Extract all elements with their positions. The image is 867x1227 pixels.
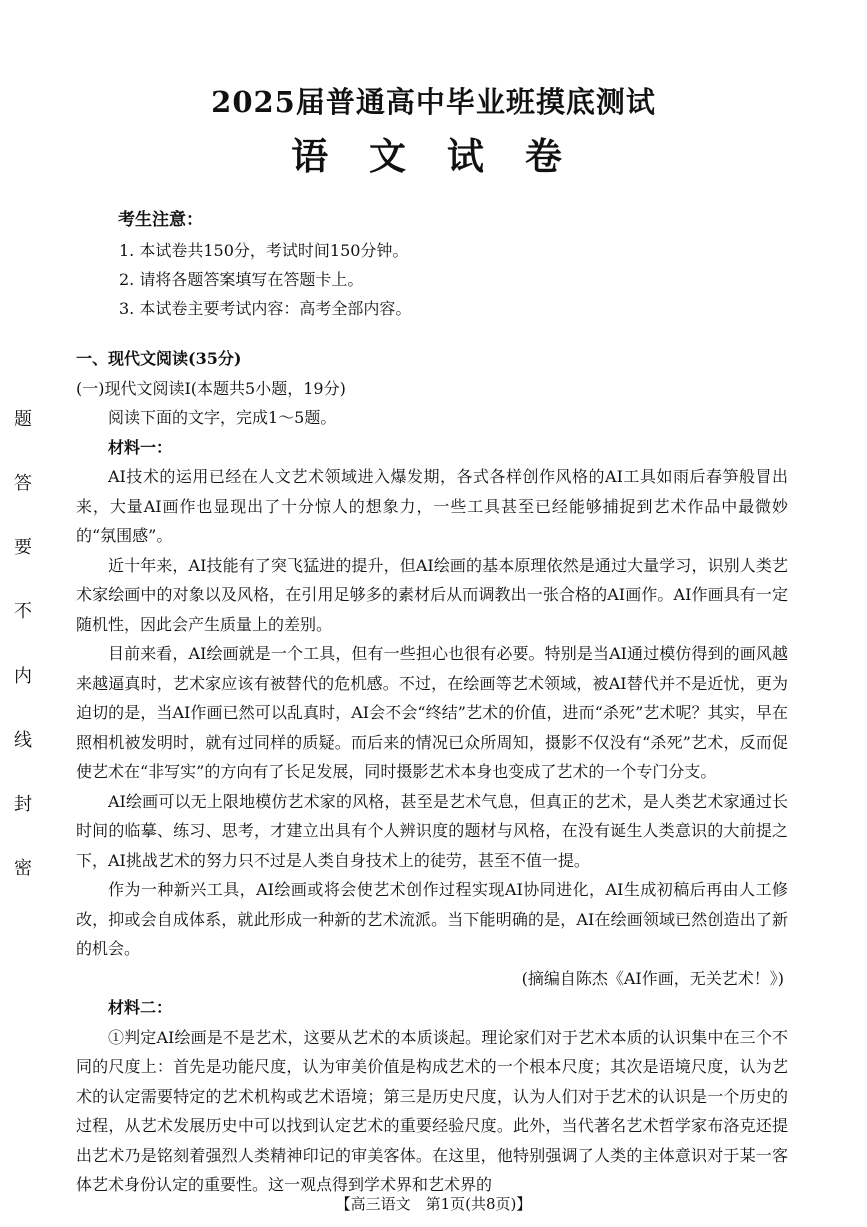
notice-item: 1. 本试卷共150分，考试时间150分钟。	[119, 241, 409, 260]
binding-char: 要	[14, 537, 32, 559]
candidate-notice	[118, 205, 411, 323]
notice-item: 3. 本试卷主要考试内容：高考全部内容。	[119, 299, 412, 318]
binding-char: 题	[14, 409, 32, 430]
binding-line-warning	[8, 405, 38, 880]
material-paragraph: 近十年来，AI技能有了突飞猛进的提升，但AI绘画的基本原理依然是通过大量学习，识别人类艺术家绘画中的对象以及风格，在引用足够多的素材后从而调教出一张合格的AI画作。AI作画具有一定随机性，因此会产生质量上的差别。	[76, 555, 788, 634]
binding-char: 答	[14, 473, 32, 495]
material-paragraph: AI技术的运用已经在人文艺术领域进入爆发期，各式各样创作风格的AI工具如雨后春笋般冒出来，大量AI画作也显现出了十分惊人的想象力，一些工具甚至已经能够捕捉到艺术作品中最微妙的“氛围感”。	[76, 467, 788, 545]
material-paragraph: AI绘画可以无上限地模仿艺术家的风格，甚至是艺术气息，但真正的艺术，是人类艺术家通过长时间的临摹、练习、思考，才建立出具有个人辨识度的题材与风格，在没有诞生人类意识的大前提之下，AI挑战艺术的努力只不过是人类自身技术上的徒劳，甚至不值一提。	[76, 791, 788, 870]
binding-char: 封	[14, 793, 32, 815]
section-title: 一、现代文阅读(35分)	[76, 349, 242, 368]
binding-char: 内	[14, 665, 32, 687]
notice-heading: 考生注意：	[118, 210, 203, 230]
material-paragraph: 目前来看，AI绘画就是一个工具，但有一些担心也很有必要。特别是当AI通过模仿得到的画风越来越逼真时，艺术家应该有被替代的危机感。不过，在绘画等艺术领域，被AI替代并不是近忧，更为迫切的是，当AI作画已然可以乱真时，AI会不会“终结”艺术的价值，进而“杀死”艺术呢？其实，早在照相机被发明时，就有过同样的质疑。而后来的情况已众所周知，摄影不仅没有“杀死”艺术，反而促使艺术在“非写实”的方向有了长足发展，同时摄影艺术本身也变成了艺术的一个专门分支。	[76, 644, 788, 781]
binding-char: 密	[14, 857, 32, 879]
binding-char: 不	[14, 601, 32, 623]
notice-item: 2. 请将各题答案填写在答题卡上。	[119, 270, 364, 289]
exam-content	[76, 344, 788, 1200]
binding-char: 线	[14, 729, 32, 751]
material-source: (摘编自陈杰《AI作画，无关艺术！》)	[521, 968, 784, 988]
exam-subject-title: 语 文 试 卷	[291, 134, 576, 178]
page-footer: 【高三语文 第1页(共8页)】	[335, 1195, 532, 1213]
reading-instruction: 阅读下面的文字，完成1～5题。	[108, 408, 337, 427]
subsection-title: (一)现代文阅读Ⅰ(本题共5小题，19分)	[76, 378, 346, 398]
material-paragraph: 作为一种新兴工具，AI绘画或将会使艺术创作过程实现AI协同进化，AI生成初稿后再由人工修改，抑或会自成体系，就此形成一种新的艺术流派。当下能明确的是，AI在绘画领域已然创造出了新的机会。	[76, 880, 788, 958]
material-label: 材料一：	[108, 437, 173, 457]
exam-title: 2025届普通高中毕业班摸底测试	[211, 85, 656, 119]
material-paragraph: ①判定AI绘画是不是艺术，这要从艺术的本质谈起。理论家们对于艺术本质的认识集中在三个不同的尺度上：首先是功能尺度，认为审美价值是构成艺术的一个根本尺度；其次是语境尺度，认为艺术的认定需要特定的艺术机构或艺术语境；第三是历史尺度，认为人们对于艺术的认识是一个历史的过程，从艺术发展历史中可以找到认定艺术的重要经验尺度。此外，当代著名艺术哲学家布洛克还提出艺术乃是铭刻着强烈人类精神印记的审美客体。在这里，他特别强调了人类的主体意识对于某一客体艺术身份认定的重要性。这一观点得到学术界和艺术界的	[76, 1027, 788, 1194]
material-label: 材料二：	[108, 998, 173, 1017]
